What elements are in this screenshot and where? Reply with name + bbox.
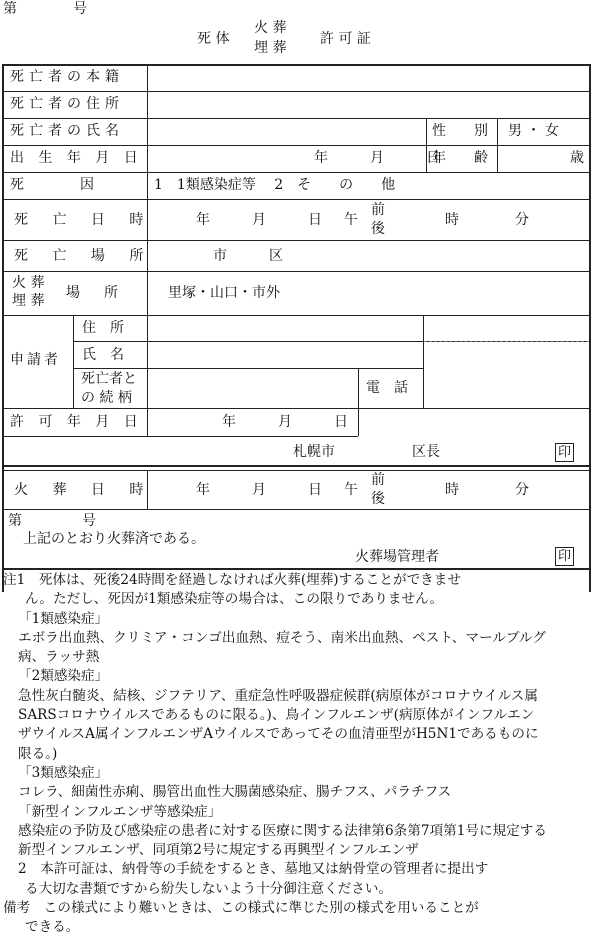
ampm-after[interactable]: 後 <box>371 221 385 237</box>
cremation-place-label-bottom: 埋 葬 <box>12 293 45 309</box>
name-label: 死亡者の氏名 <box>10 123 124 139</box>
age-label: 年 齢 <box>432 150 488 166</box>
note-line: 新型インフルエンザ、同項第2号に規定する再興型インフルエンザ <box>18 842 419 859</box>
note-line: ザウイルスA属インフルエンザAウイルスであってその血清亜型がH5N1であるものに <box>18 726 539 743</box>
title-prefix: 死 体 <box>197 31 230 47</box>
cremated-number-right: 号 <box>82 513 96 529</box>
cremation-date[interactable]: 年 月 日 <box>196 482 322 498</box>
title-suffix: 許 可 証 <box>320 31 371 47</box>
issuer-city: 札幌市 <box>293 444 335 460</box>
death-place-label: 死 亡 場 所 <box>14 248 154 264</box>
cause-options[interactable]: 1 1類感染症等 2 そ の 他 <box>154 177 396 193</box>
birth-date[interactable]: 年 月 日 <box>314 150 440 166</box>
note-line: 「1類感染症」 <box>18 610 109 627</box>
note-line: 備考 この様式により難いときは、この様式に準じた別の様式を用いることが <box>3 900 479 917</box>
cremation-time-label: 火 葬 日 時 <box>14 482 154 498</box>
city-ward[interactable]: 市 区 <box>213 248 283 264</box>
title-cremation: 火 葬 <box>254 20 287 36</box>
birth-label: 出 生 年 月 日 <box>10 150 143 166</box>
cremated-number-left: 第 <box>8 513 22 529</box>
age-unit: 歳 <box>570 150 584 166</box>
cause-label: 死 因 <box>10 177 94 193</box>
address-label: 死亡者の住所 <box>10 96 124 112</box>
note-line: る大切な書類ですから紛失しないよう十分御注意ください。 <box>25 880 393 897</box>
permit-date-label: 許 可 年 月 日 <box>10 414 143 430</box>
note-line: 「3類感染症」 <box>18 764 109 781</box>
note-line: コレラ、細菌性赤痢、腸管出血性大腸菌感染症、腸チフス、パラチフス <box>18 784 452 801</box>
permit-number-label-left: 第 <box>3 1 17 17</box>
permit-date-value[interactable]: 年 月 日 <box>222 414 348 430</box>
relation-label-top: 死亡者と <box>81 371 137 387</box>
note-line: 「2類感染症」 <box>18 668 109 685</box>
sex-choices[interactable]: 男 ・ 女 <box>508 123 559 139</box>
relation-label-bottom: の 続 柄 <box>81 390 132 406</box>
notes-section <box>3 571 591 938</box>
note-line: ん。ただし、死因が1類感染症等の場合は、この限りでありません。 <box>25 591 444 608</box>
ampm-noon-2: 午 <box>344 482 358 498</box>
ampm-noon: 午 <box>344 212 358 228</box>
ampm-before[interactable]: 前 <box>371 202 385 218</box>
permit-number-label-right: 号 <box>73 1 87 17</box>
note-line: 2 本許可証は、納骨等の手続をするとき、墓地又は納骨堂の管理者に提出す <box>18 861 489 878</box>
seal-stamp: 印 <box>555 443 574 462</box>
issuer-ward: 区長 <box>412 444 440 460</box>
cremated-statement: 上記のとおり火葬済である。 <box>23 531 205 547</box>
applicant-name-label: 氏 名 <box>82 347 124 363</box>
sex-label: 性 別 <box>432 123 488 139</box>
divider <box>424 341 589 342</box>
note-line: エボラ出血熱、クリミア・コンゴ出血熱、痘そう、南米出血熱、ペスト、マールブルグ <box>18 629 546 646</box>
cremation-time-value[interactable]: 時 分 <box>445 482 529 498</box>
note-line: 急性灰白髄炎、結核、ジフテリア、重症急性呼吸器症候群(病原体がコロナウイルス属 <box>18 687 538 704</box>
note-line: できる。 <box>25 919 80 936</box>
cremation-place-label-suffix: 場 所 <box>66 285 123 301</box>
ampm-before-2[interactable]: 前 <box>371 472 385 488</box>
note-line: SARSコロナウイルスであるものに限る。)、鳥インフルエンザ(病原体がインフルエン <box>18 707 535 724</box>
note-line: 病、ラッサ熱 <box>18 649 100 666</box>
note-line: 「新型インフルエンザ等感染症」 <box>18 803 222 820</box>
cremation-place-options[interactable]: 里塚・山口・市外 <box>168 285 280 301</box>
ampm-after-2[interactable]: 後 <box>371 491 385 507</box>
phone-label: 電 話 <box>366 380 408 396</box>
note-line: 限る。) <box>18 745 58 762</box>
note-line: 注1 死体は、死後24時間を経過しなければ火葬(埋葬)することができませ <box>3 572 461 588</box>
applicant-label: 申請者 <box>10 352 61 368</box>
note-line: 感染症の予防及び感染症の患者に対する医療に関する法律第6条第7項第1号に規定する <box>18 822 547 839</box>
manager-seal-stamp: 印 <box>555 547 574 566</box>
death-date[interactable]: 年 月 日 <box>196 212 322 228</box>
crematorium-manager: 火葬場管理者 <box>355 549 439 565</box>
death-time-label: 死 亡 日 時 <box>14 212 154 228</box>
title-burial: 埋 葬 <box>254 40 287 56</box>
applicant-address-label: 住 所 <box>82 320 124 336</box>
death-time-value[interactable]: 時 分 <box>445 212 529 228</box>
cremation-place-label-top: 火 葬 <box>12 275 45 291</box>
domicile-label: 死亡者の本籍 <box>10 69 124 85</box>
